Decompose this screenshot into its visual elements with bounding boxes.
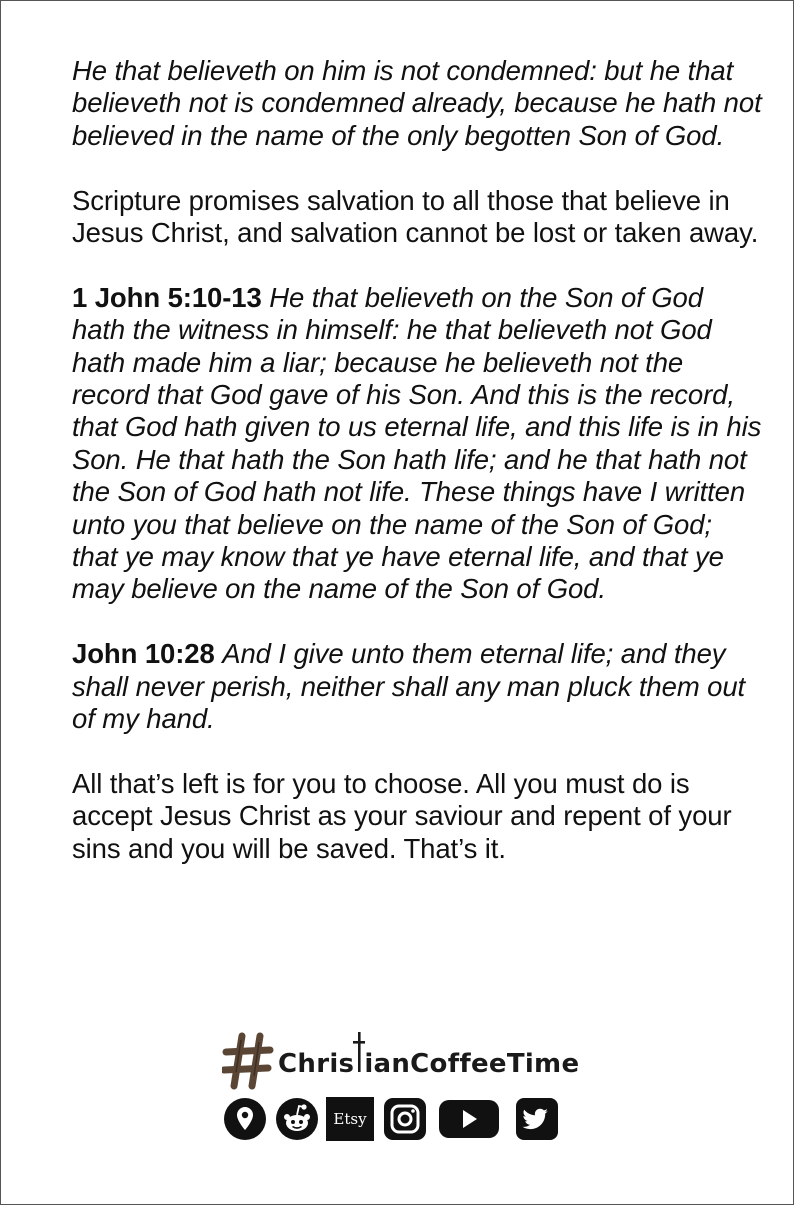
youtube-icon[interactable] (438, 1097, 500, 1141)
brand-name (278, 1046, 579, 1079)
location-pin-icon[interactable] (222, 1097, 268, 1141)
verse-paragraph-1 (72, 55, 762, 152)
verse-text: And I give unto them eternal life; and they shall never perish, neither shall any man pluck them out of my hand. (72, 638, 746, 735)
explanation-paragraph (72, 185, 762, 250)
scripture-reference: 1 John 5:10-13 (72, 281, 262, 313)
explanation-text: Scripture promises salvation to all those that believe in Jesus Christ, and salvation cannot be lost or taken away. (72, 184, 759, 249)
scripture-reference: John 10:28 (72, 638, 215, 670)
cross-icon (354, 1046, 364, 1072)
closing-text: All that’s left is for you to choose. All you must do is accept Jesus Christ as your saviour and repent of your sins and you will be saved. That’s it. (72, 767, 732, 864)
verse-text: He that believeth on him is not condemned: but he that believeth not is condemned already, because he hath not believed in the name of the only begotten Son of God. (72, 55, 762, 151)
document-body (72, 55, 762, 897)
closing-paragraph (72, 768, 762, 865)
christian-coffee-time-logo (222, 1030, 582, 1092)
hashtag-icon (222, 1032, 274, 1090)
etsy-label: Etsy (333, 1110, 367, 1128)
verse-paragraph-john (72, 638, 762, 735)
twitter-icon[interactable] (514, 1097, 560, 1141)
reddit-icon[interactable] (274, 1097, 320, 1141)
verse-paragraph-1john (72, 282, 762, 606)
instagram-icon[interactable] (382, 1097, 428, 1141)
brand-part-2: ianCoffeeTime (364, 1049, 580, 1079)
brand-part-1: Chris (278, 1049, 355, 1079)
social-icons-row (222, 1097, 562, 1143)
etsy-icon[interactable] (326, 1097, 374, 1141)
verse-text: He that believeth on the Son of God hath the witness in himself: he that believeth not God hath made him a liar; because he believeth not the record that God gave of his Son. And this is the record, that God hath given to us eternal life, and this life is in his Son. He that hath the Son hath life; and he that hath not the Son of God hath not life. These things have I written unto you that believe on the name of the Son of God; that ye may know that ye have eternal life, and that ye may believe on the name of the Son of God. (72, 281, 762, 605)
